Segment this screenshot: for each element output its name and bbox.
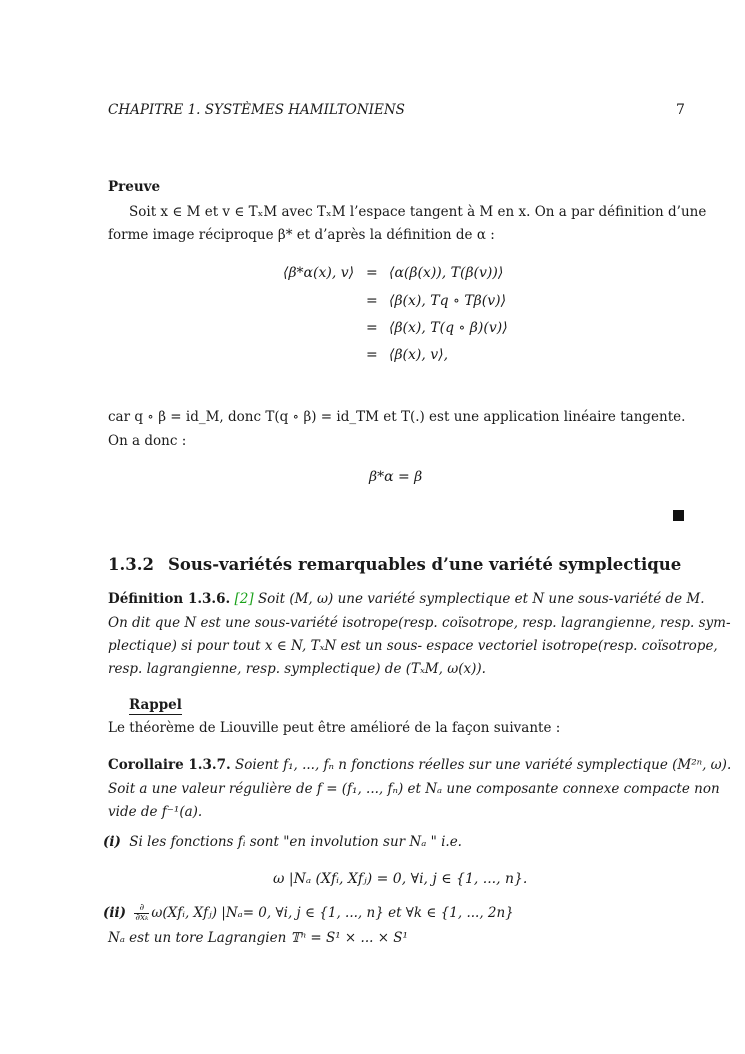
fraction-denominator: ∂xₖ	[135, 913, 149, 923]
proof-after-2: On a donc :	[108, 433, 187, 449]
page-number: 7	[676, 102, 685, 118]
running-header: CHAPITRE 1. SYSTÈMES HAMILTONIENS	[108, 102, 405, 118]
definition-label: Définition 1.3.6.	[108, 591, 231, 607]
equation-op: =	[366, 347, 378, 363]
proof-result: β*α = β	[369, 469, 423, 485]
equation-rhs: ⟨β(x), v⟩,	[389, 347, 449, 363]
item-label: (i)	[103, 834, 121, 850]
corollary-label: Corollaire 1.3.7.	[108, 757, 231, 773]
proof-after-1: car q ∘ β = id_M, donc T(q ∘ β) = id_TM et T(.) est une application linéaire tangente.	[108, 409, 686, 425]
corollary-line-3: vide de f⁻¹(a).	[108, 804, 203, 820]
item-1-equation: ω |Nₐ (Xfᵢ, Xfⱼ) = 0, ∀i, j ∈ {1, ..., n}.	[273, 871, 528, 887]
equation-op: =	[366, 293, 378, 309]
citation-link[interactable]: [2]	[234, 591, 254, 607]
proof-title: Preuve	[108, 179, 161, 195]
equation-op: =	[366, 265, 378, 281]
corollary-item-1	[103, 834, 462, 850]
item-text: ω(Xfᵢ, Xfⱼ) |Nₐ= 0, ∀i, j ∈ {1, ..., n} et ∀k ∈ {1, ..., 2n}	[151, 905, 514, 921]
corollary-line-1: Soient f₁, ..., fₙ n fonctions réelles sur une variété symplectique (M²ⁿ, ω).	[234, 757, 732, 773]
partial-derivative	[134, 904, 149, 923]
equation-lhs: ⟨β*α(x), v⟩	[283, 265, 355, 281]
equation-rhs: ⟨β(x), Tq ∘ Tβ(v)⟩	[389, 293, 507, 309]
section-title: Sous-variétés remarquables d’une variété symplectique	[168, 555, 682, 574]
corollary-item-2	[103, 904, 514, 923]
section-number: 1.3.2	[108, 555, 154, 574]
corollary-conclusion: Nₐ est un tore Lagrangien 𝕋ⁿ = S¹ × ... × S¹	[108, 930, 408, 946]
proof-line-1: Soit x ∈ M et v ∈ TₓM avec TₓM l’espace tangent à M en x. On a par définition d’une	[129, 204, 707, 220]
fraction-numerator: ∂	[134, 904, 149, 914]
definition-block	[108, 591, 705, 607]
corollary-line-2: Soit a une valeur régulière de f = (f₁, ..., fₙ) et Nₐ une composante connexe compacte non	[108, 781, 720, 797]
rappel-text: Le théorème de Liouville peut être amélioré de la façon suivante :	[108, 720, 561, 736]
item-text: Si les fonctions fᵢ sont "en involution sur Nₐ " i.e.	[129, 834, 462, 850]
definition-line-2: On dit que N est une sous-variété isotrope(resp. coïsotrope, resp. lagrangienne, resp. sym-	[108, 615, 731, 631]
item-label: (ii)	[103, 905, 127, 921]
qed-symbol	[673, 510, 684, 521]
definition-line-3: plectique) si pour tout x ∈ N, TₓN est un sous- espace vectoriel isotrope(resp. coïsotrope,	[108, 638, 718, 654]
corollary-block	[108, 757, 731, 773]
equation-rhs: ⟨α(β(x)), T(β(v))⟩	[389, 265, 504, 281]
definition-line-4: resp. lagrangienne, resp. symplectique) de (TₓM, ω(x)).	[108, 661, 486, 677]
equation-op: =	[366, 320, 378, 336]
definition-line-1: Soit (M, ω) une variété symplectique et N une sous-variété de M.	[257, 591, 705, 607]
proof-line-2: forme image réciproque β* et d’après la définition de α :	[108, 227, 495, 243]
equation-rhs: ⟨β(x), T(q ∘ β)(v)⟩	[389, 320, 508, 336]
rappel-title: Rappel	[129, 697, 182, 713]
